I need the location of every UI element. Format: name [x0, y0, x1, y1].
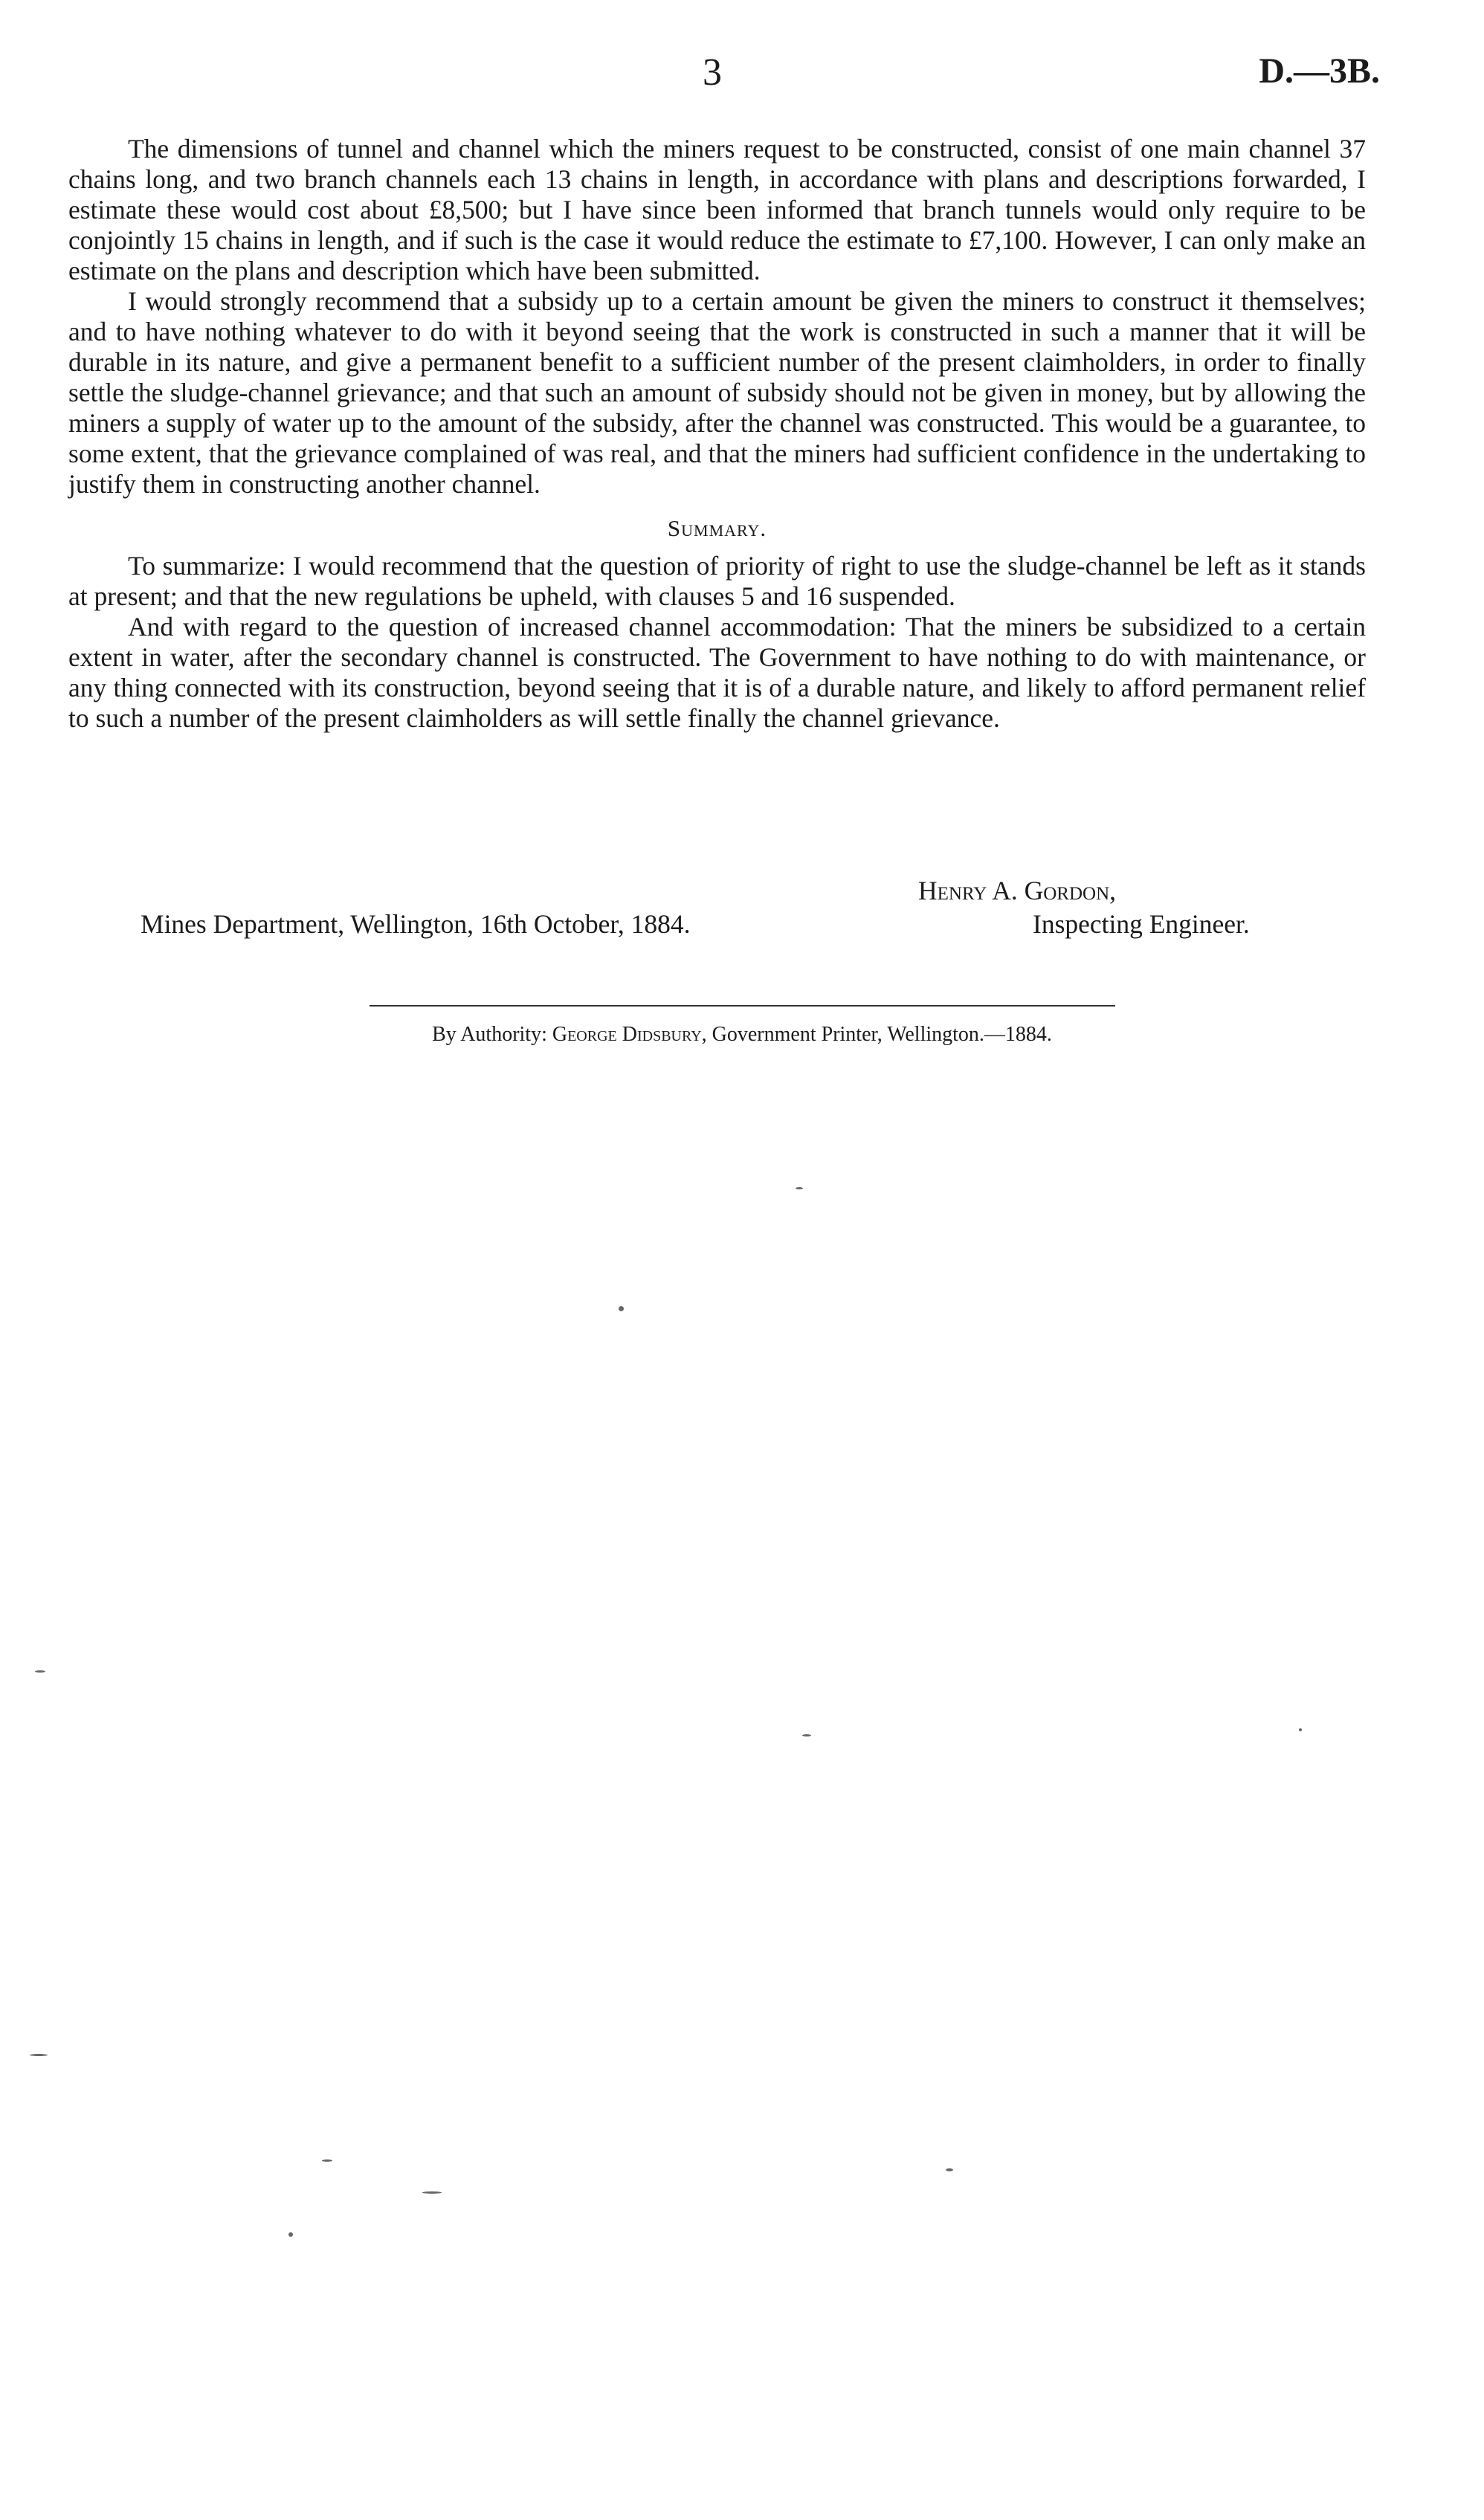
printer-imprint [0, 1024, 1484, 1045]
signer-office-date: Mines Department, Wellington, 16th October, 1884. [141, 909, 691, 939]
page-header [0, 51, 1484, 106]
paper-reference: D.—3B. [1259, 51, 1380, 91]
signer-title: Inspecting Engineer. [1033, 909, 1250, 939]
scan-speck [1299, 1728, 1302, 1731]
scan-speck [802, 1734, 811, 1736]
printer-name: George Didsbury [552, 1023, 702, 1046]
summary-paragraph: To summarize: I would recommend that the question of priority of right to use the sludge-channel be left as it stands at present; and that the new regulations be upheld, with clauses 5 and 16 suspended. [68, 551, 1366, 611]
imprint-prefix: By Authority: [432, 1023, 552, 1046]
scan-speck [946, 2168, 953, 2171]
body-paragraph: The dimensions of tunnel and channel which the miners request to be constructed, consist of one main channel 37 chains long, and two branch channels each 13 chains in length, in accordance with plans and descriptions forwarded, I estimate these would cost about £8,500; but I have since been informed that branch tunnels would only require to be conjointly 15 chains in length, and if such is the case it would reduce the estimate to £7,100. However, I can only make an estimate on the plans and description which have been submitted. [68, 134, 1366, 285]
scan-speck [35, 1670, 45, 1673]
scan-speck [322, 2159, 332, 2162]
summary-heading: Summary. [667, 515, 767, 541]
scan-speck [30, 2054, 48, 2056]
scan-speck [619, 1306, 624, 1311]
scan-speck [288, 2232, 293, 2237]
signature-block [68, 876, 1366, 950]
signer-name: Henry A. Gordon, [918, 876, 1117, 905]
scan-speck [796, 1187, 803, 1189]
scan-speck [422, 2191, 442, 2194]
footer-divider [370, 1005, 1115, 1007]
page-number: 3 [703, 51, 722, 94]
body-paragraph: I would strongly recommend that a subsidy up to a certain amount be given the miners to construct it themselves; and to have nothing whatever to do with it beyond seeing that the work is constructed in such a manner that it will be durable in its nature, and give a permanent benefit to a sufficient number of the present claimholders, in order to finally settle the sludge-channel grievance; and that such an amount of subsidy should not be given in money, but by allowing the miners a supply of water up to the amount of the subsidy, after the channel was constructed. This would be a guarantee, to some extent, that the grievance complained of was real, and that the miners had sufficient confidence in the undertaking to justify them in constructing another channel. [68, 286, 1366, 499]
summary-paragraph: And with regard to the question of increased channel accommodation: That the miners be subsidized to a certain extent in water, after the secondary channel is constructed. The Government to have nothing to do with maintenance, or any thing connected with its construction, beyond seeing that it is of a durable nature, and likely to afford permanent relief to such a number of the present claimholders as will settle finally the channel grievance. [68, 612, 1366, 733]
document-body [68, 134, 1366, 734]
imprint-suffix: , Government Printer, Wellington.—1884. [701, 1023, 1052, 1046]
